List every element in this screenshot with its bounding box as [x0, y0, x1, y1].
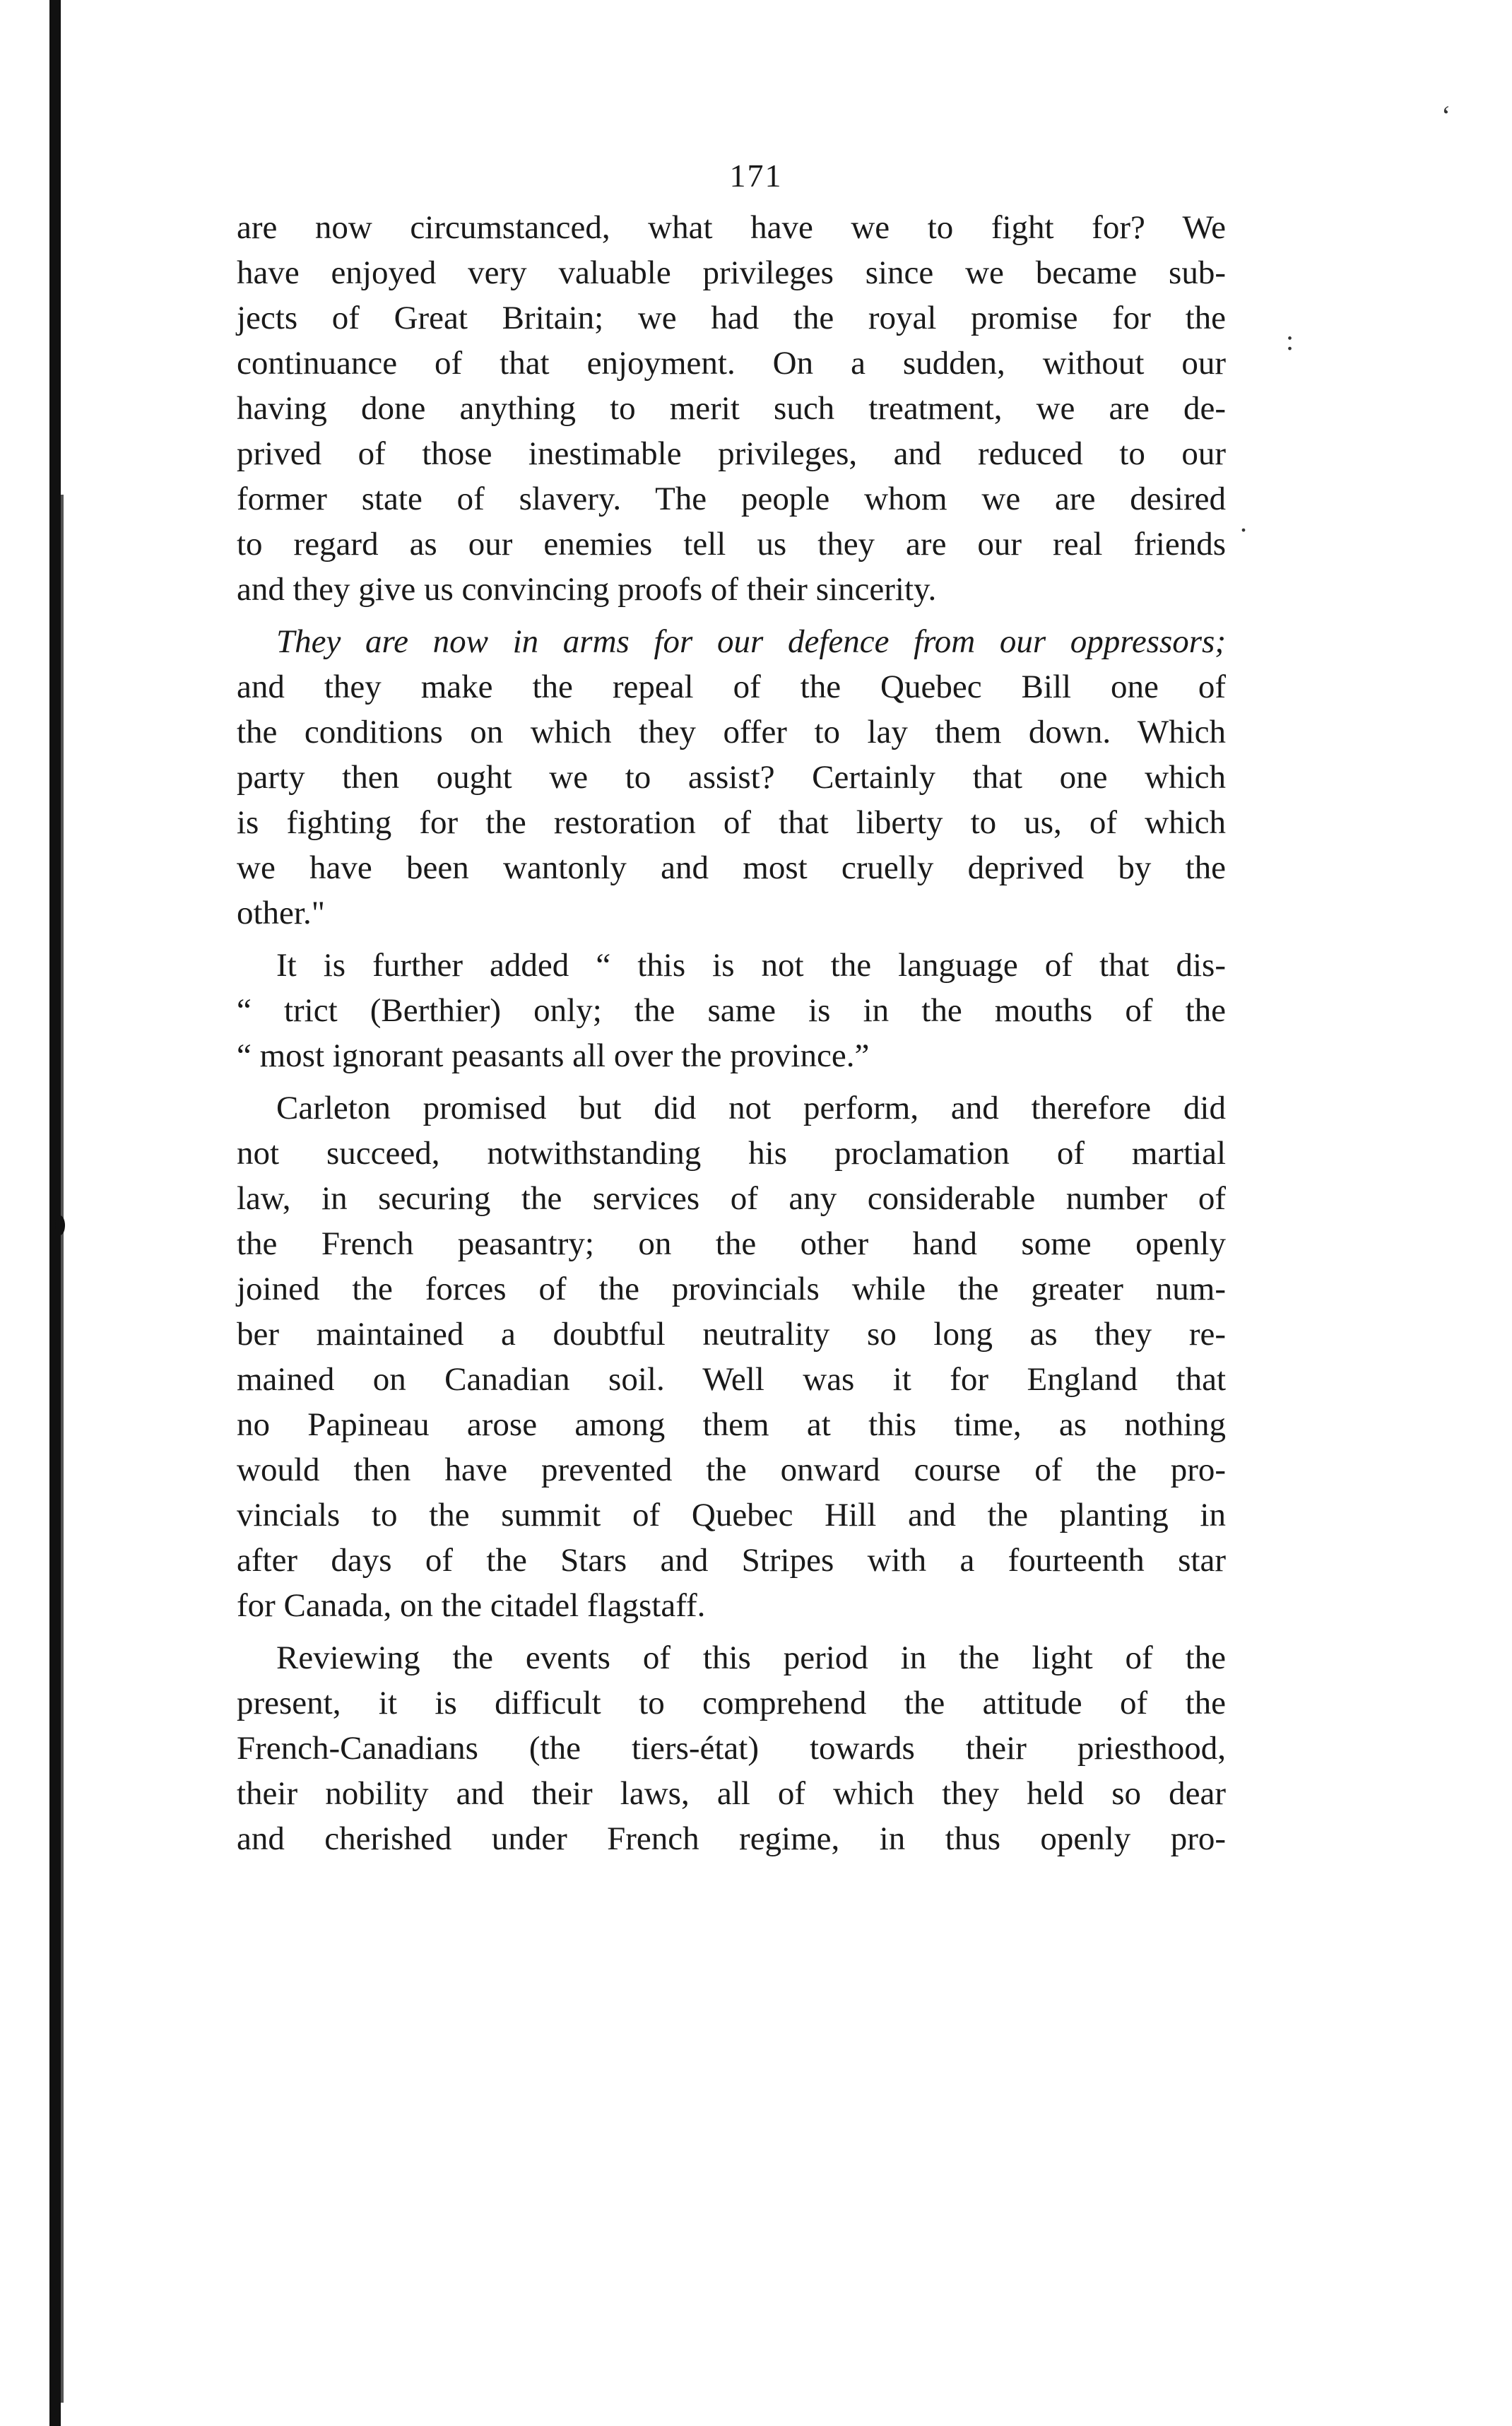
scan-binding-shadow — [61, 495, 64, 2403]
text-line: and they make the repeal of the Quebec Bill one of — [237, 669, 1226, 705]
text-line: after days of the Stars and Stripes with a fourteenth star — [237, 1542, 1226, 1579]
scan-binding-edge — [49, 0, 61, 2426]
margin-speck: : — [1286, 324, 1294, 356]
scan-edge-mark — [55, 1215, 65, 1235]
text-line: have enjoyed very valuable privileges since we became sub- — [237, 254, 1226, 291]
text-line: and they give us convincing proofs of their sincerity. — [237, 571, 937, 608]
text-line — [237, 619, 1226, 664]
text-line: “ trict (Berthier) only; the same is in the mouths of the — [237, 992, 1226, 1029]
text-line: ber maintained a doubtful neutrality so long as they re- — [237, 1316, 1226, 1353]
text-line: joined the forces of the provincials while the greater num- — [237, 1271, 1226, 1307]
text-line: and cherished under French regime, in thus openly pro- — [237, 1820, 1226, 1857]
margin-speck: ‘ — [1441, 100, 1451, 131]
text-line: French-Canadians (the tiers-état) towards their priesthood, — [237, 1730, 1226, 1767]
text-line: to regard as our enemies tell us they are our real friends — [237, 526, 1226, 563]
text-line: present, it is difficult to comprehend the attitude of the — [237, 1685, 1226, 1721]
text-line: party then ought we to assist? Certainly that one which — [237, 759, 1226, 796]
text-line: having done anything to merit such treatment, we are de- — [237, 390, 1226, 427]
text-line: other." — [237, 895, 325, 931]
margin-speck: . — [1240, 506, 1247, 538]
italic-text: They are now in arms for our defence from our oppressors; — [276, 623, 1226, 660]
text-line: law, in securing the services of any considerable number of — [237, 1180, 1226, 1217]
text-line: their nobility and their laws, all of which they held so dear — [237, 1775, 1226, 1812]
text-line: Carleton promised but did not perform, and therefore did — [276, 1090, 1226, 1126]
page-number: 171 — [729, 158, 783, 194]
text-line: not succeed, notwithstanding his proclamation of martial — [237, 1135, 1226, 1172]
text-line: It is further added “ this is not the language of that dis- — [276, 947, 1226, 984]
text-line: the French peasantry; on the other hand some openly — [237, 1225, 1226, 1262]
text-line: former state of slavery. The people whom we are desired — [237, 481, 1226, 517]
text-line: the conditions on which they offer to lay them down. Which — [237, 714, 1226, 750]
text-line: for Canada, on the citadel flagstaff. — [237, 1587, 706, 1624]
text-line: would then have prevented the onward course of the pro- — [237, 1452, 1226, 1488]
text-line: continuance of that enjoyment. On a sudden, without our — [237, 345, 1226, 382]
text-line: we have been wantonly and most cruelly deprived by the — [237, 849, 1226, 886]
text-line: mained on Canadian soil. Well was it for England that — [237, 1361, 1226, 1398]
text-line: is fighting for the restoration of that liberty to us, of which — [237, 804, 1226, 841]
page-body — [237, 205, 1226, 1861]
text-line: Reviewing the events of this period in the light of the — [276, 1639, 1226, 1676]
text-line: are now circumstanced, what have we to fight for? We — [237, 209, 1226, 246]
text-line: vincials to the summit of Quebec Hill and the planting in — [237, 1497, 1226, 1533]
text-line: “ most ignorant peasants all over the province.” — [237, 1037, 870, 1074]
text-line: prived of those inestimable privileges, and reduced to our — [237, 435, 1226, 472]
text-line: jects of Great Britain; we had the royal promise for the — [237, 300, 1226, 336]
text-line: no Papineau arose among them at this time, as nothing — [237, 1406, 1226, 1443]
